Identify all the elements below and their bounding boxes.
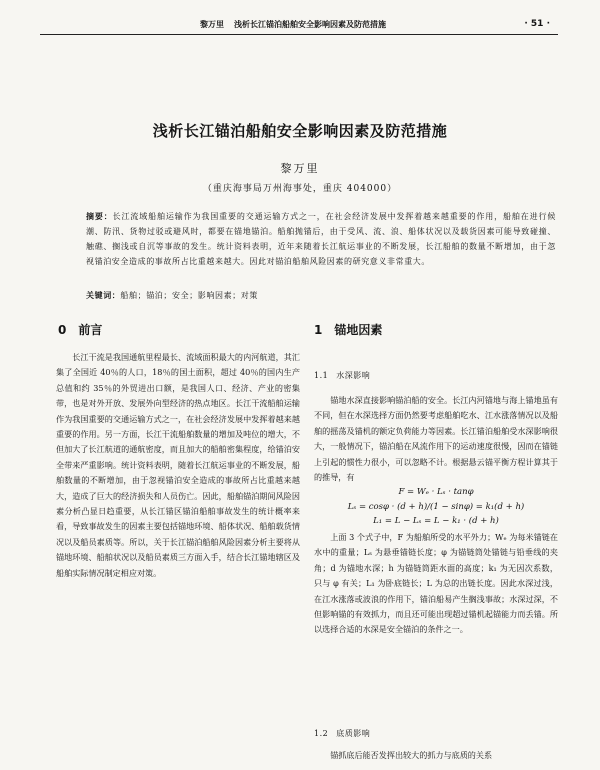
abstract xyxy=(86,209,556,269)
article-title: 浅析长江锚泊船舶安全影响因素及防范措施 xyxy=(152,122,448,140)
section-number: 0 xyxy=(58,323,67,337)
header-author: 黎万里 xyxy=(200,20,224,29)
right-column xyxy=(314,393,558,638)
paragraph: 锚地水深直接影响锚泊船的安全。长江内河锚地与海上锚地虽有不同，但在水深选择方面仍然要考虑船舶吃水、江水涨落情况以及船舶的摇荡及锚机的额定负荷能力等因素。长江锚泊船舶受水深影响很大，一般情况下，锚泊船在风流作用下的运动速度很慢，因而在锚链上引起的惯性力很小，可以忽略不计。根据悬云锚平衡方程计算其于的推导，有 xyxy=(314,395,558,483)
running-header xyxy=(200,19,550,33)
paragraph: 长江干流是我国通航里程最长、流域面积最大的内河航道，其汇集了全国近 40％的人口，18％的国土面积，超过 40％的国内生产总值和约 35％的外贸进出口额，是我国人口、经济、产业的密集带，也是对外开放、发展外向型经济的热点地区。长江干流船舶运输作为我国重要的交通运输方式之一，在社会经济发展中发挥着越来越重要的作用。另一方面，长江干流船舶数量的增加及吨位的增大，不但加大了长江航道的通航密度，而且加大的船舶密集程度，给锚泊安全带来严重影响。统计资料表明，随着长江航运事业的不断发展，船舶数量的不断增加，由于忽视锚泊安全造成的事故所占比重越来越大，造成了巨大的经济损失和人员伤亡。因此，船舶锚泊期间风险因素分析凸显日趋重要，从长江锚区锚泊船舶事故发生的统计概率来看，导致事故发生的因素主要包括锚地环境、船体状况、船舶载货情况以及船员素质等。所以，关于长江锚泊船舶风险因素分析主要将从锚地环境、船舶状况以及船员素质三方面入手，结合长江锚地辖区及船舶实际情况制定相应对策。 xyxy=(56,352,300,578)
left-column xyxy=(56,350,300,581)
section-title: 前言 xyxy=(78,323,103,337)
section-title: 锚地因素 xyxy=(334,323,383,337)
article-author: 黎万里 xyxy=(280,162,320,175)
subsection-title: 底质影响 xyxy=(336,729,371,738)
equation-1: F = Wₑ · Lₛ · tanφ xyxy=(398,487,474,498)
subsection-heading-1-2 xyxy=(314,728,370,739)
right-column-continued xyxy=(314,748,558,763)
subsection-title: 水深影响 xyxy=(336,371,371,380)
section-heading-0 xyxy=(58,321,102,338)
paragraph: 锚抓底后能否发挥出较大的抓力与底质的关系 xyxy=(330,750,493,760)
subsection-number: 1.1 xyxy=(314,371,329,380)
abstract-text: 长江流域船舶运输作为我国重要的交通运输方式之一，在社会经济发展中发挥着越来越重要的作用，船舶在进行候潮、防汛、货物过驳或避风时，都要在锚地锚泊。船舶抛锚后，由于受风、流、浪、船体状况以及载货因素可能导致碰撞、触礁、搁浅或自沉等事故的发生。统计资料表明，近年来随着长江航运事业的不断发展，长江船舶的数量不断增加，由于忽视锚泊安全造成的事故所占比重越来越大。因此对锚泊船舶风险因素的研究意义非常重大。 xyxy=(86,212,556,266)
equation-2: Lₛ = cosφ · (d + h)/(1 − sinφ) = k₁(d + h) xyxy=(347,501,525,512)
equation-3: L₁ = L − Lₛ = L − k₁ · (d + h) xyxy=(373,516,499,527)
section-heading-1 xyxy=(314,321,382,338)
keywords-label: 关键词： xyxy=(86,291,121,300)
abstract-label: 摘要： xyxy=(86,212,113,221)
subsection-number: 1.2 xyxy=(314,729,329,738)
header-title: 浅析长江锚泊船舶安全影响因素及防范措施 xyxy=(234,20,386,29)
author-affiliation: （重庆海事局万州海事处，重庆 404000） xyxy=(202,184,398,194)
keywords-text: 船舶；锚泊；安全；影响因素；对策 xyxy=(120,291,259,300)
header-rule xyxy=(40,34,558,35)
page-number: · 51 · xyxy=(524,19,550,29)
keywords xyxy=(86,290,556,301)
section-number: 1 xyxy=(314,323,323,337)
subsection-heading-1-1 xyxy=(314,370,370,381)
paragraph: 上面 3 个式子中，F 为船舶所受的水平外力；Wₑ 为每米锚链在水中的重量；Lₛ 为悬垂锚链长度；φ 为锚链筒处锚链与铅垂线的夹角；d 为锚地水深；h 为锚链筒距水面的高度；k₁ 为无因次系数，只与 φ 有关；L₁ 为卧底链长；L 为总的出链长度。因此水深过浅，在江水涨落或波浪的作用下，锚泊船易产生搁浅事故；水深过深，不但影响锚的有效抓力，而且还可能出现超过锚机起锚能力而丢锚。所以选择合适的水深是安全锚泊的条件之一。 xyxy=(314,531,558,635)
